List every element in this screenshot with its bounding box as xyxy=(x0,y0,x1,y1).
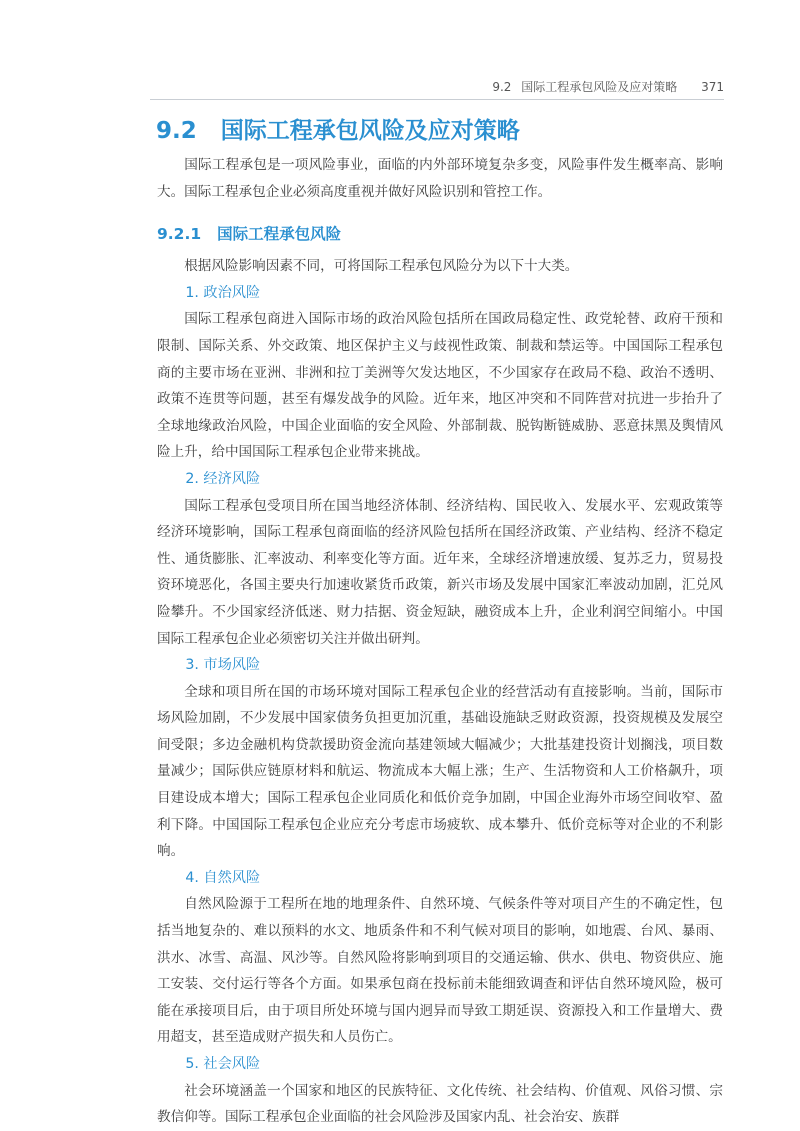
risk-heading-social: 5. 社会风险 xyxy=(185,1056,261,1072)
page-number: 371 xyxy=(701,80,724,94)
body-content xyxy=(157,152,723,1131)
risk-paragraph-social: 社会环境涵盖一个国家和地区的民族特征、文化传统、社会结构、价值观、风俗习惯、宗教信仰等。国际工程承包企业面临的社会风险涉及国家内乱、社会治安、族群 xyxy=(157,1082,723,1126)
risk-heading-political: 1. 政治风险 xyxy=(185,284,261,301)
subsection-intro-paragraph: 根据风险影响因素不同，可将国际工程承包风险分为以下十大类。 xyxy=(184,258,579,275)
running-header-section-number: 9.2 xyxy=(492,80,512,94)
risk-heading-market: 3. 市场风险 xyxy=(185,657,261,674)
risk-paragraph-natural: 自然风险源于工程所在地的地理条件、自然环境、气候条件等对项目产生的不确定性，包括当地复杂的、难以预料的水文、地质条件和不利气候对项目的影响，如地震、台风、暴雨、洪水、冰雪、高温、风沙等。自然风险将影响到项目的交通运输、供水、供电、物资供应、施工安装、交付运行等各个方面。如果承包商在投标前未能细致调查和评估自然环境风险，极可能在承接项目后，由于项目所处环境与国内迥异而导致工期延误、资源投入和工作量增大、费用超支，甚至造成财产损失和人员伤亡。 xyxy=(157,896,723,1046)
section-title: 国际工程承包风险及应对策略 xyxy=(220,118,520,144)
risk-paragraph-political: 国际工程承包商进入国际市场的政治风险包括所在国政局稳定性、政党轮替、政府干预和限制、国际关系、外交政策、地区保护主义与歧视性政策、制裁和禁运等。中国国际工程承包商的主要市场在亚洲、非洲和拉丁美洲等欠发达地区，不少国家存在政局不稳、政治不透明、政策不连贯等问题，甚至有爆发战争的风险。近年来，地区冲突和不同阵营对抗进一步抬升了全球地缘政治风险，中国企业面临的安全风险、外部制裁、脱钩断链威胁、恶意抹黑及舆情风险上升，给中国国际工程承包企业带来挑战。 xyxy=(157,311,723,461)
running-header-section-title: 国际工程承包风险及应对策略 xyxy=(521,80,678,94)
subsection-title: 国际工程承包风险 xyxy=(217,225,342,244)
section-number: 9.2 xyxy=(156,118,197,144)
risk-paragraph-economic: 国际工程承包受项目所在国当地经济体制、经济结构、国民收入、发展水平、宏观政策等经济环境影响，国际工程承包商面临的经济风险包括所在国经济政策、产业结构、经济不稳定性、通货膨胀、汇率波动、利率变化等方面。近年来，全球经济增速放缓、复苏乏力，贸易投资环境恶化，各国主要央行加速收紧货币政策，新兴市场及发展中国家汇率波动加剧，汇兑风险攀升。不少国家经济低迷、财力拮据、资金短缺，融资成本上升，企业利润空间缩小。中国国际工程承包企业必须密切关注并做出研判。 xyxy=(157,497,723,647)
risk-heading-natural: 4. 自然风险 xyxy=(185,869,261,886)
subsection-heading xyxy=(157,219,723,249)
subsection-number: 9.2.1 xyxy=(157,225,202,244)
risk-heading-economic: 2. 经济风险 xyxy=(185,470,261,487)
header-divider xyxy=(150,99,724,100)
risk-paragraph-market: 全球和项目所在国的市场环境对国际工程承包企业的经营活动有直接影响。当前，国际市场风险加剧，不少发展中国家债务负担更加沉重，基础设施缺乏财政资源，投资规模及发展空间受限；多边金融机构贷款援助资金流向基建领域大幅减少；大批基建投资计划搁浅，项目数量减少；国际供应链原材料和航运、物流成本大幅上涨；生产、生活物资和人工价格飙升，项目建设成本增大；国际工程承包企业同质化和低价竞争加剧，中国企业海外市场空间收窄、盈利下降。中国国际工程承包企业应充分考虑市场疲软、成本攀升、低价竞标等对企业的不利影响。 xyxy=(157,683,723,860)
section-heading xyxy=(156,112,520,146)
running-header xyxy=(150,78,724,98)
section-intro-paragraph: 国际工程承包是一项风险事业，面临的内外部环境复杂多变，风险事件发生概率高、影响大。国际工程承包企业必须高度重视并做好风险识别和管控工作。 xyxy=(157,157,723,200)
